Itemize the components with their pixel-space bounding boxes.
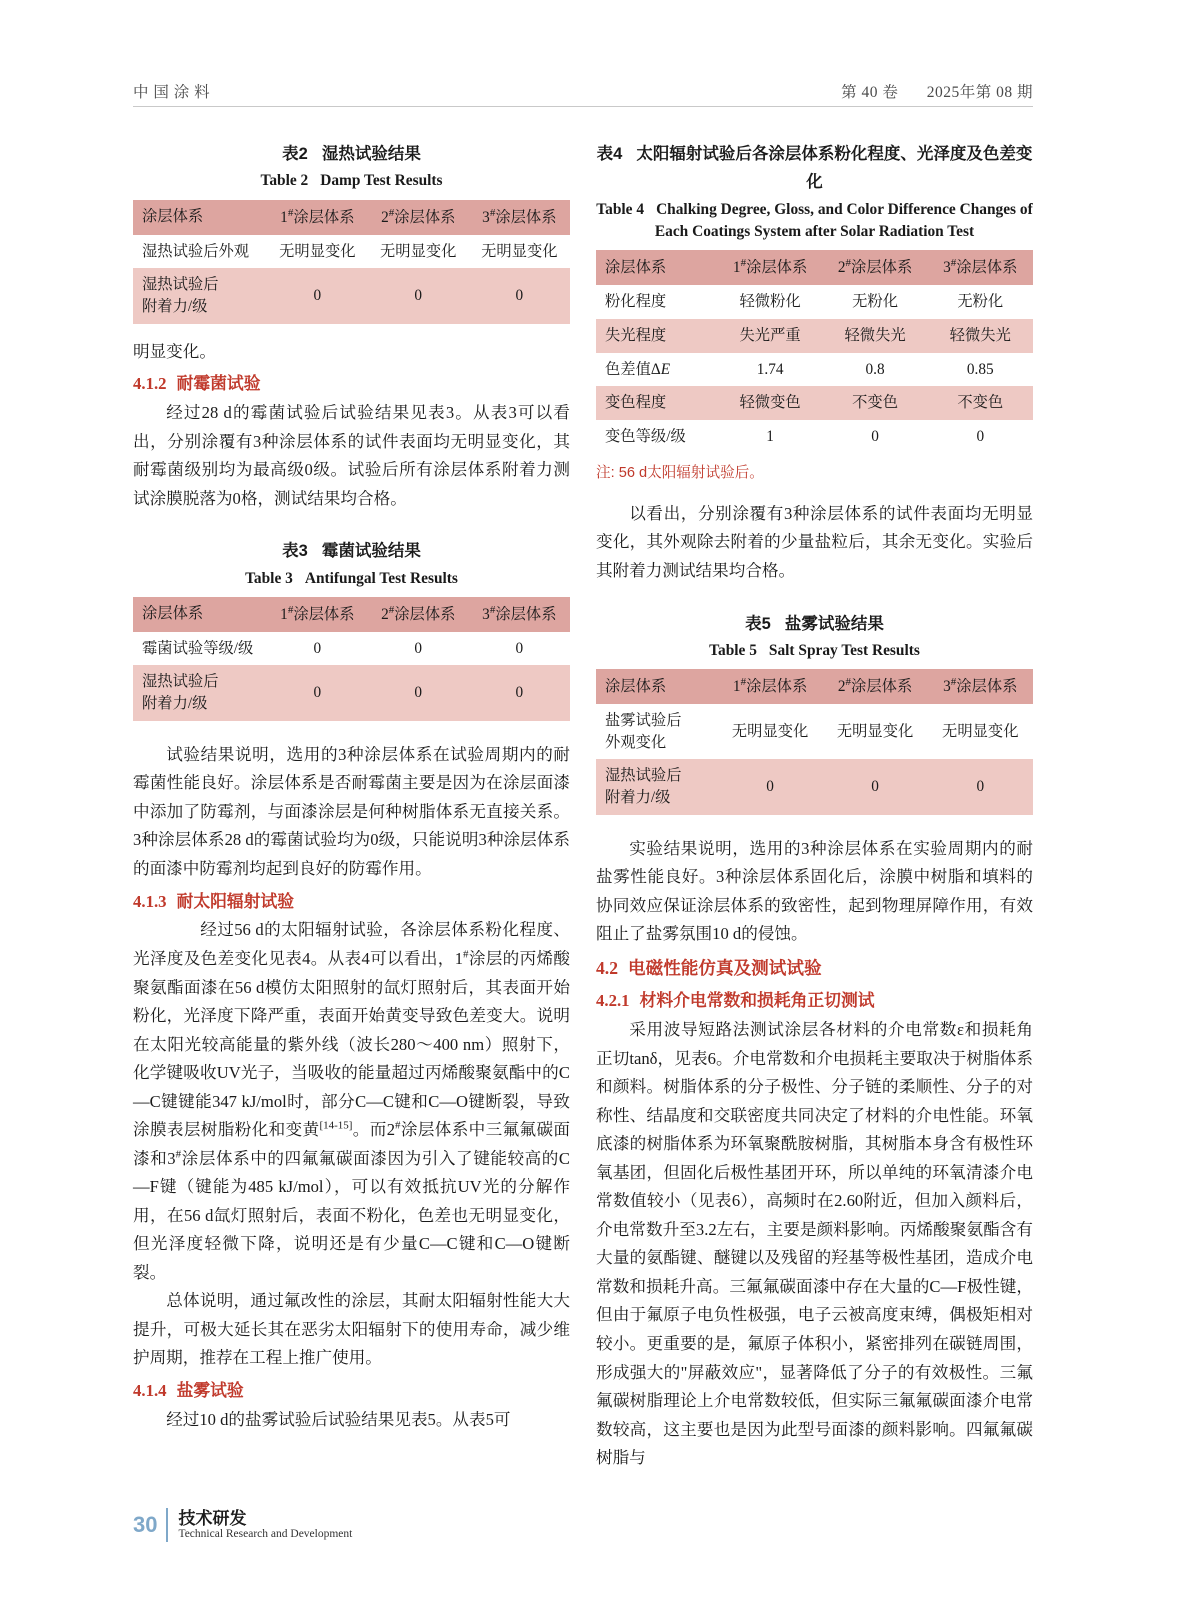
heading-4-1-3-number: 4.1.3 [133,891,167,911]
table-4-cell: 0.85 [928,353,1033,387]
issue-info [817,80,1033,102]
table-row [133,632,570,666]
heading-4-1-2-title: 耐霉菌试验 [176,374,261,394]
table-5-block [596,610,1033,815]
table-3-header-0: 涂层体系 [133,597,267,632]
table-3-cell: 0 [368,632,469,666]
paragraph-4-1-3-a: 经过56 d的太阳辐射试验，各涂层体系粉化程度、光泽度及色差变化见表4。从表4可以看出，1#涂层的丙烯酸聚氨酯面漆在56 d模仿太阳照射的氙灯照射后，其表面开始粉化，光泽度下降严重，表面开始黄变导致色差变大。说明在太阳光较高能量的紫外线（波长280～400 nm）照射下，化学键吸收UV光子，当吸收的能量超过丙烯酸聚氨酯中的C—C键键能347 kJ/mol时，部分C—C键和C—O键断裂，导致涂膜表层树脂粉化和变黄[14-15]。而2#涂层体系中三氟氟碳面漆和3#涂层体系中的四氟氟碳面漆因为引入了键能较高的C—F键（键能为485 kJ/mol），可以有效抵抗UV光的分解作用，在56 d氙灯照射后，表面不粉化，色差也无明显变化，但光泽度轻微下降，说明还是有少量C—C键和C—O键断裂。 [133,920,571,1282]
table-2-cell: 0 [267,268,368,323]
table-3-name-cn: 霉菌试验结果 [321,542,421,561]
table-5-cell: 湿热试验后 附着力/级 [596,759,718,814]
table-2-title-cn [133,140,570,168]
table-3-name-en: Antifungal Test Results [304,569,458,587]
table-row [596,386,1033,420]
table-2-cell: 湿热试验后 附着力/级 [133,268,267,323]
table-4-title-cn [596,140,1033,197]
paragraph-4-1-2: 经过28 d的霉菌试验后试验结果见表3。从表3可以看出，分别涂覆有3种涂层体系的试件表面均无明显变化，其耐霉菌级别均为最高级0级。试验后所有涂层体系附着力测试涂膜脱落为0格，测试结果均合格。 [133,403,570,508]
page-header [133,80,1033,102]
table-5-label-cn: 表5 [745,614,771,633]
table-row [596,704,1033,759]
footer-divider [166,1508,168,1542]
footer-section-en: Technical Research and Development [178,1528,353,1541]
table-4-header-3: 3#涂层体系 [928,250,1033,285]
header-divider [133,106,1033,107]
table-5-cell: 盐雾试验后 外观变化 [596,704,718,759]
table-row [596,669,1033,704]
table-4-cell: 0 [823,420,928,454]
table-5-header-0: 涂层体系 [596,669,718,704]
table-5-cell: 无明显变化 [823,704,928,759]
journal-name: 中 国 涂 料 [133,84,211,101]
table-row [133,268,570,323]
table-row [596,353,1033,387]
table-2-header-1: 1#涂层体系 [267,200,368,235]
table-5-cell: 无明显变化 [718,704,823,759]
table-2-header-3: 3#涂层体系 [469,200,570,235]
table-4-cell: 轻微失光 [823,319,928,353]
paragraph-after-table3: 试验结果说明，选用的3种涂层体系在试验周期内的耐霉菌性能良好。涂层体系是否耐霉菌主要是因为在涂层面漆中添加了防霉剂，与面漆涂层是何种树脂体系无直接关系。3种涂层体系28 d的霉菌试验均为0级，只能说明3种涂层体系的面漆中防霉剂均起到良好的防霉作用。 [133,744,570,879]
table-5-cell: 0 [718,759,823,814]
table-3-cell: 0 [469,665,570,720]
table-2-cell: 无明显变化 [368,235,469,269]
table-5-header-3: 3#涂层体系 [928,669,1033,704]
heading-4-1-4-title: 盐雾试验 [176,1380,244,1400]
table-3-label-en: Table 3 [245,569,293,587]
table-5-cell: 0 [823,759,928,814]
table-3-block [133,537,570,721]
table-2 [133,200,570,324]
table-4-cell: 1 [718,420,823,454]
table-5-header-1: 1#涂层体系 [718,669,823,704]
table-row [596,285,1033,319]
table-4-note: 注: 56 d太阳辐射试验后。 [596,464,764,481]
table-row [596,420,1033,454]
table-3-cell: 0 [368,665,469,720]
table-4-label-cn: 表4 [596,145,623,163]
table-3 [133,597,570,721]
table-5-cell: 0 [928,759,1033,814]
heading-4-1-2 [133,370,570,399]
table-5 [596,669,1033,815]
table-4-header-2: 2#涂层体系 [823,250,928,285]
page-footer [133,1508,352,1542]
left-column [133,128,570,1434]
table-4-name-cn: 太阳辐射试验后各涂层体系粉化程度、光泽度及色差变化 [636,145,1033,192]
table-4-cell: 失光程度 [596,319,718,353]
table-2-label-cn: 表2 [282,145,308,163]
table-2-cell: 无明显变化 [267,235,368,269]
table-4-title-en [596,199,1033,244]
table-2-cell: 湿热试验后外观 [133,235,267,269]
table-2-label-en: Table 2 [260,172,309,190]
table-4-cell: 1.74 [718,353,823,387]
paragraph-after-table4: 以看出，分别涂覆有3种涂层体系的试件表面均无明显变化，其外观除去附着的少量盐粒后，其余无变化。实验后其附着力测试结果均合格。 [596,503,1033,580]
table-row [133,597,570,632]
table-3-cell: 0 [469,632,570,666]
paragraph-4-1-4: 经过10 d的盐雾试验后试验结果见表5。从表5可 [166,1409,511,1429]
table-4-header-1: 1#涂层体系 [718,250,823,285]
table-5-cell: 无明显变化 [928,704,1033,759]
heading-4-2-1-number: 4.2.1 [596,991,630,1011]
table-4-cell: 不变色 [928,386,1033,420]
footer-section-cn: 技术研发 [178,1508,247,1528]
table-3-cell: 湿热试验后 附着力/级 [133,665,267,720]
heading-4-1-4 [133,1377,570,1406]
table-2-title-en [133,170,570,192]
table-5-name-en: Salt Spray Test Results [768,641,920,659]
heading-4-2-number: 4.2 [596,958,618,979]
issue-label: 2025年第 08 期 [926,84,1033,101]
table-5-header-2: 2#涂层体系 [823,669,928,704]
table-3-title-en [133,568,570,590]
table-4-cell: 轻微变色 [718,386,823,420]
table-4 [596,250,1033,453]
table-3-cell: 0 [267,665,368,720]
table-row [596,319,1033,353]
table-4-cell: 无粉化 [823,285,928,319]
table-2-cell: 无明显变化 [469,235,570,269]
table-3-label-cn: 表3 [282,542,308,561]
table-row [133,235,570,269]
heading-4-1-4-number: 4.1.4 [133,1380,167,1400]
table-4-label-en: Table 4 [596,200,645,218]
heading-4-1-3-title: 耐太阳辐射试验 [176,891,295,911]
table-5-label-en: Table 5 [709,641,757,659]
table-2-name-cn: 湿热试验结果 [321,145,421,163]
table-4-cell: 失光严重 [718,319,823,353]
table-4-header-0: 涂层体系 [596,250,718,285]
table-3-header-1: 1#涂层体系 [267,597,368,632]
paragraph-after-table2: 明显变化。 [133,341,216,361]
table-2-header-0: 涂层体系 [133,200,267,235]
heading-4-1-2-number: 4.1.2 [133,374,167,394]
table-2-block [133,140,570,324]
table-3-cell: 0 [267,632,368,666]
table-5-name-cn: 盐雾试验结果 [784,614,884,633]
table-3-title-cn [133,537,570,565]
table-4-block [596,140,1033,486]
table-4-cell: 0 [928,420,1033,454]
paragraph-4-1-3-b: 总体说明，通过氟改性的涂层，其耐太阳辐射性能大大提升，可极大延长其在恶劣太阳辐射下的使用寿命，减少维护周期，推荐在工程上推广使用。 [133,1291,570,1368]
table-row [133,200,570,235]
table-3-cell: 霉菌试验等级/级 [133,632,267,666]
table-3-header-2: 2#涂层体系 [368,597,469,632]
table-4-cell: 变色等级/级 [596,420,718,454]
volume-label: 第 40 卷 [841,84,899,101]
table-2-header-2: 2#涂层体系 [368,200,469,235]
table-row [596,250,1033,285]
table-row [596,759,1033,814]
table-2-cell: 0 [368,268,469,323]
table-4-cell: 轻微失光 [928,319,1033,353]
table-2-cell: 0 [469,268,570,323]
paragraph-4-2-1: 采用波导短路法测试涂层各材料的介电常数ε和损耗角正切tanδ，见表6。介电常数和介电损耗主要取决于树脂体系和颜料。树脂体系的分子极性、分子链的柔顺性、分子的对称性、结晶度和交联密度共同决定了材料的介电性能。环氧底漆的树脂体系为环氧聚酰胺树脂，其树脂本身含有极性环氧基团，但固化后极性基团开环，所以单纯的环氧清漆介电常数值较小（见表6），高频时在2.60附近，但加入颜料后，介电常数升至3.2左右，主要是颜料影响。丙烯酸聚氨酯含有大量的氨酯键、醚键以及残留的羟基等极性基团，造成介电常数和损耗升高。三氟氟碳面漆中存在大量的C—F极性键，但由于氟原子电负性极强，电子云被高度束缚，偶极矩相对较小。更重要的是，氟原子体积小，紧密排列在碳链周围，形成强大的"屏蔽效应"，显著降低了分子的有效极性。三氟氟碳树脂理论上介电常数较低，但实际三氟氟碳面漆介电常数较高，这主要也是因为此型号面漆的颜料影响。四氟氟碳树脂与 [596,1020,1033,1468]
table-3-header-3: 3#涂层体系 [469,597,570,632]
table-4-cell: 0.8 [823,353,928,387]
heading-4-2-1-title: 材料介电常数和损耗角正切测试 [639,991,875,1011]
table-row [133,665,570,720]
table-4-cell: 变色程度 [596,386,718,420]
page-number: 30 [133,1512,158,1537]
table-4-cell: 不变色 [823,386,928,420]
table-4-cell: 无粉化 [928,285,1033,319]
table-5-title-en [596,640,1033,662]
table-4-cell: 色差值ΔE [596,353,718,387]
table-2-name-en: Damp Test Results [320,172,443,190]
heading-4-1-3 [133,888,570,917]
table-4-name-en: Chalking Degree, Gloss, and Color Difference Changes of Each Coatings System after Solar Radiation Test [654,200,1033,241]
right-column [596,128,1033,1473]
heading-4-2-title: 电磁性能仿真及测试试验 [628,958,822,979]
table-4-cell: 粉化程度 [596,285,718,319]
table-4-cell: 轻微粉化 [718,285,823,319]
heading-4-2-1 [596,987,1033,1016]
heading-4-2 [596,953,1033,983]
table-5-title-cn [596,610,1033,638]
paragraph-after-table5: 实验结果说明，选用的3种涂层体系在实验周期内的耐盐雾性能良好。3种涂层体系固化后，涂膜中树脂和填料的协同效应保证涂层体系的致密性，起到物理屏障作用，有效阻止了盐雾氛围10 d的侵蚀。 [596,838,1033,944]
